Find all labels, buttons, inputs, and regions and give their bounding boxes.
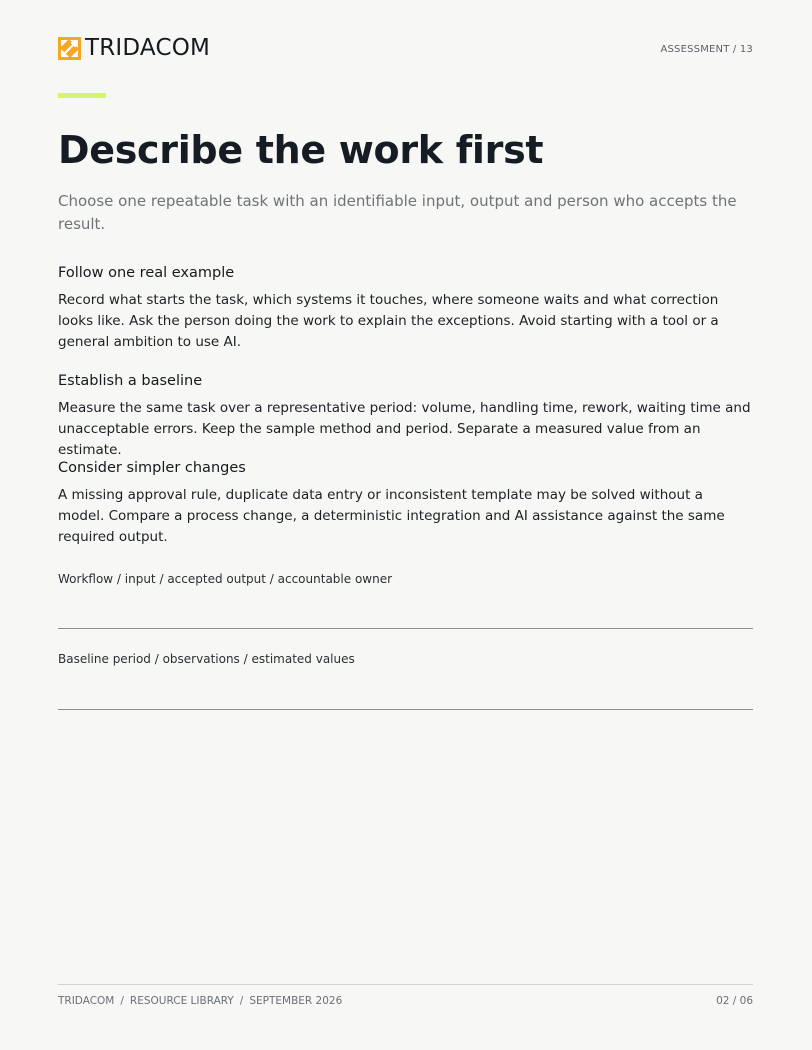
footer-breadcrumb — [58, 995, 342, 1007]
section-simpler-changes — [58, 458, 753, 548]
workflow-field[interactable] — [58, 571, 753, 587]
accent-bar — [58, 93, 106, 98]
page-number: 02 / 06 — [716, 995, 753, 1007]
footer-separator: / — [239, 995, 244, 1007]
baseline-field-label: Baseline period / observations / estimated values — [58, 652, 355, 666]
baseline-field-line[interactable] — [58, 709, 753, 710]
section-heading: Follow one real example — [58, 265, 235, 281]
workflow-field-label: Workflow / input / accepted output / accountable owner — [58, 572, 393, 586]
document-page — [58, 0, 753, 1050]
footer-crumb-library: RESOURCE LIBRARY — [129, 995, 234, 1007]
section-establish-baseline — [58, 371, 753, 461]
page-title: Describe the work first — [58, 128, 544, 172]
section-body: A missing approval rule, duplicate data entry or inconsistent template may be solved without a model. Compare a process change, a deterministic integration and AI assistance against the same required output. — [58, 487, 725, 545]
brand-logo — [58, 36, 210, 60]
tridacom-logo-icon — [58, 37, 81, 60]
workflow-field-line[interactable] — [58, 628, 753, 629]
brand-name: TRIDACOM — [85, 35, 211, 61]
section-follow-example — [58, 263, 753, 353]
intro-text: Choose one repeatable task with an identifiable input, output and person who accepts the result. — [58, 192, 737, 233]
footer-divider — [58, 984, 753, 985]
section-body: Record what starts the task, which systems it touches, where someone waits and what correction looks like. Ask the person doing the work to explain the exceptions. Avoid starting with a tool or a general ambition to use AI. — [58, 292, 719, 350]
section-heading: Consider simpler changes — [58, 460, 246, 476]
section-heading: Establish a baseline — [58, 373, 203, 389]
document-reference: ASSESSMENT / 13 — [660, 44, 753, 55]
footer-crumb-brand: TRIDACOM — [58, 995, 115, 1007]
footer-crumb-date: SEPTEMBER 2026 — [249, 995, 343, 1007]
baseline-field[interactable] — [58, 651, 753, 667]
footer-separator: / — [120, 995, 124, 1007]
section-body: Measure the same task over a representative period: volume, handling time, rework, waiting time and unacceptable errors. Keep the sample method and period. Separate a measured value from an estimate. — [58, 400, 751, 458]
